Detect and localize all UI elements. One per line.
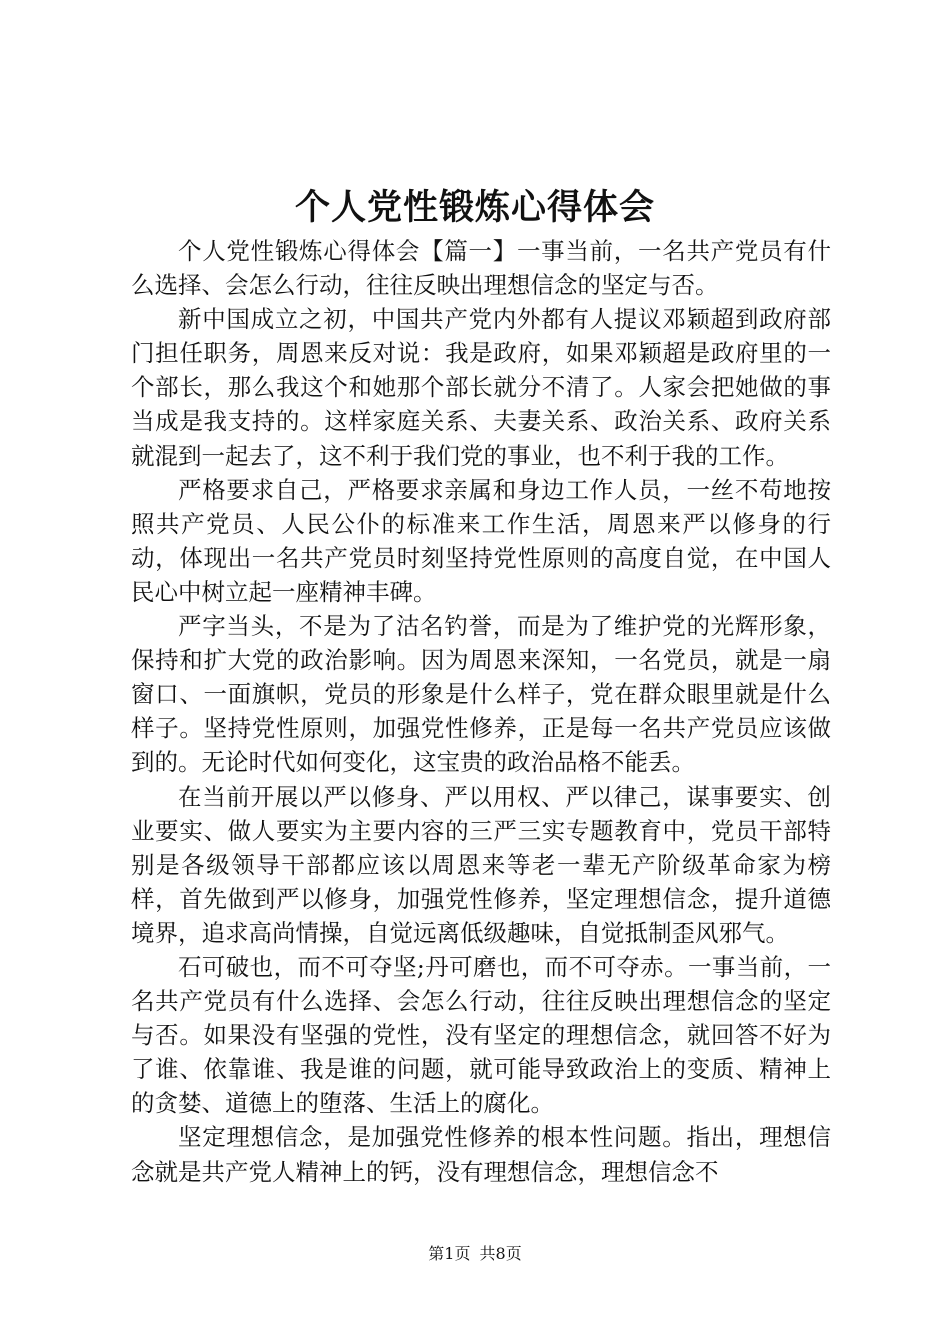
document-body (131, 234, 831, 1189)
paragraph-2: 新中国成立之初，中国共产党内外都有人提议邓颖超到政府部门担任职务，周恩来反对说：我是政府，如果邓颖超是政府里的一个部长，那么我这个和她那个部长就分不清了。人家会把她做的事当成是我支持的。这样家庭关系、夫妻关系、政治关系、政府关系就混到一起去了，这不利于我们党的事业，也不利于我的工作。 (131, 305, 831, 470)
paragraph-4: 严字当头，不是为了沽名钓誉，而是为了维护党的光辉形象，保持和扩大党的政治影响。因为周恩来深知，一名党员，就是一扇窗口、一面旗帜，党员的形象是什么样子，党在群众眼里就是什么样子。坚持党性原则，加强党性修养，正是每一名共产党员应该做到的。无论时代如何变化，这宝贵的政治品格不能丢。 (131, 612, 831, 777)
paragraph-6: 石可破也，而不可夺坚;丹可磨也，而不可夺赤。一事当前，一名共产党员有什么选择、会怎么行动，往往反映出理想信念的坚定与否。如果没有坚强的党性，没有坚定的理想信念，就回答不好为了谁、依靠谁、我是谁的问题，就可能导致政治上的变质、精神上的贪婪、道德上的堕落、生活上的腐化。 (131, 952, 831, 1118)
page-footer: 第1页 共8页 (428, 1244, 522, 1263)
paragraph-5: 在当前开展以严以修身、严以用权、严以律己，谋事要实、创业要实、做人要实为主要内容的三严三实专题教育中，党员干部特别是各级领导干部都应该以周恩来等老一辈无产阶级革命家为榜样，首先做到严以修身，加强党性修养，坚定理想信念，提升道德境界，追求高尚情操，自觉远离低级趣味，自觉抵制歪风邪气。 (131, 782, 831, 947)
paragraph-3: 严格要求自己，严格要求亲属和身边工作人员，一丝不苟地按照共产党员、人民公仆的标准来工作生活，周恩来严以修身的行动，体现出一名共产党员时刻坚持党性原则的高度自觉，在中国人民心中树立起一座精神丰碑。 (131, 475, 831, 606)
document-title: 个人党性锻炼心得体会 (294, 187, 655, 228)
paragraph-1: 个人党性锻炼心得体会【篇一】一事当前，一名共产党员有什么选择、会怎么行动，往往反映出理想信念的坚定与否。 (131, 237, 831, 300)
paragraph-7: 坚定理想信念，是加强党性修养的根本性问题。指出，理想信念就是共产党人精神上的钙，没有理想信念，理想信念不 (131, 1123, 831, 1186)
